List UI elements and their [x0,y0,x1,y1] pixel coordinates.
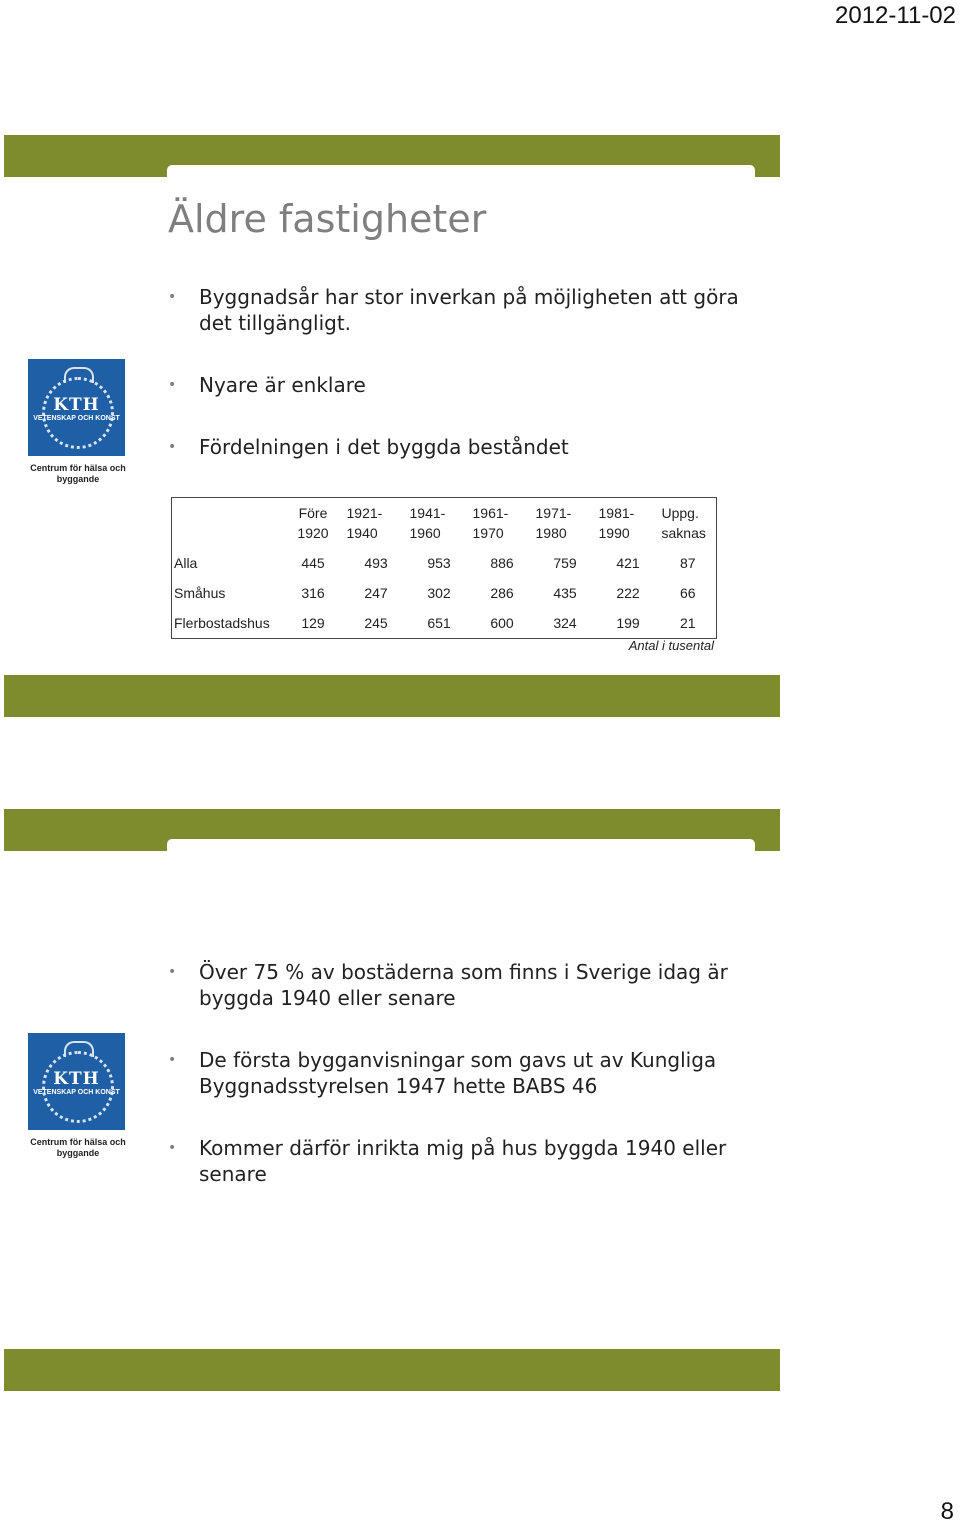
table-cell: 245 [364,615,388,631]
bullet-item: • Kommer därför inrikta mig på hus byggda 1940 eller senare [168,1135,748,1187]
table-cell: 886 [490,555,514,571]
table-cell: 129 [301,615,325,631]
kth-crest-icon [28,359,125,456]
table-header-row [172,498,717,549]
bullet-item: • Över 75 % av bostäderna som finns i Sverige idag är byggda 1940 eller senare [168,959,748,1011]
bullet-item: • Byggnadsår har stor inverkan på möjligheten att göra det tillgängligt. [168,284,748,336]
kth-logo [4,1033,126,1159]
bullet-item: • Fördelningen i det byggda beståndet [168,434,748,460]
bullet-item: • De första bygganvisningar som gavs ut av Kungliga Byggnadsstyrelsen 1947 hette BABS 46 [168,1047,748,1099]
table-header-cell: 1981-1990 [598,505,635,541]
slide-title: Äldre fastigheter [168,197,487,241]
table-header-cell: 1941-1960 [409,505,446,541]
table-cell: 651 [427,615,451,631]
kth-logo-motto: VETENSKAP OCH KONST [33,1089,120,1096]
table-header-cell: 1921-1940 [346,505,383,541]
table-cell: 759 [553,555,577,571]
table-header-cell: 1961-1970 [472,505,509,541]
table-cell: 66 [679,585,696,601]
bullet-item: • Nyare är enklare [168,372,748,398]
table-cell: 953 [427,555,451,571]
page-number: 8 [940,1498,954,1525]
table-cell: 199 [616,615,640,631]
slide-2-bottom-band [4,1349,780,1391]
document-date: 2012-11-02 [835,2,956,29]
kth-logo-motto: VETENSKAP OCH KONST [33,415,120,422]
slide-2-bullet-list [168,959,748,1187]
table-cell: 493 [364,555,388,571]
table-header-cell: 1971-1980 [535,505,572,541]
row-label: Alla [174,555,198,571]
table-cell: 222 [616,585,640,601]
building-year-table [171,497,717,639]
table-cell: 421 [616,555,640,571]
table-header-cell [172,498,282,549]
table-cell: 21 [679,615,696,631]
slide-1-bullet-list [168,284,748,460]
table-unit-note: Antal i tusental [628,638,714,653]
table-header-cell: Före 1920 [297,505,329,541]
table-row [172,548,717,578]
kth-logo [4,359,126,485]
table-cell: 286 [490,585,514,601]
kth-logo-name: KTH [53,395,100,415]
table-cell: 87 [679,555,696,571]
table-cell: 316 [301,585,325,601]
slide-1-bottom-band [4,675,780,717]
kth-logo-caption: Centrum för hälsa och byggande [30,463,126,484]
kth-logo-caption: Centrum för hälsa och byggande [30,1137,126,1158]
kth-logo-name: KTH [53,1069,100,1089]
row-label: Småhus [174,585,226,601]
table-cell: 600 [490,615,514,631]
table-cell: 302 [427,585,451,601]
table-header-cell: Uppg. saknas [661,505,706,541]
table-row [172,578,717,608]
table-cell: 247 [364,585,388,601]
kth-crest-icon [28,1033,125,1130]
table-cell: 445 [301,555,325,571]
table-cell: 435 [553,585,577,601]
table-cell: 324 [553,615,577,631]
table-row [172,608,717,639]
row-label: Flerbostadshus [174,615,270,631]
